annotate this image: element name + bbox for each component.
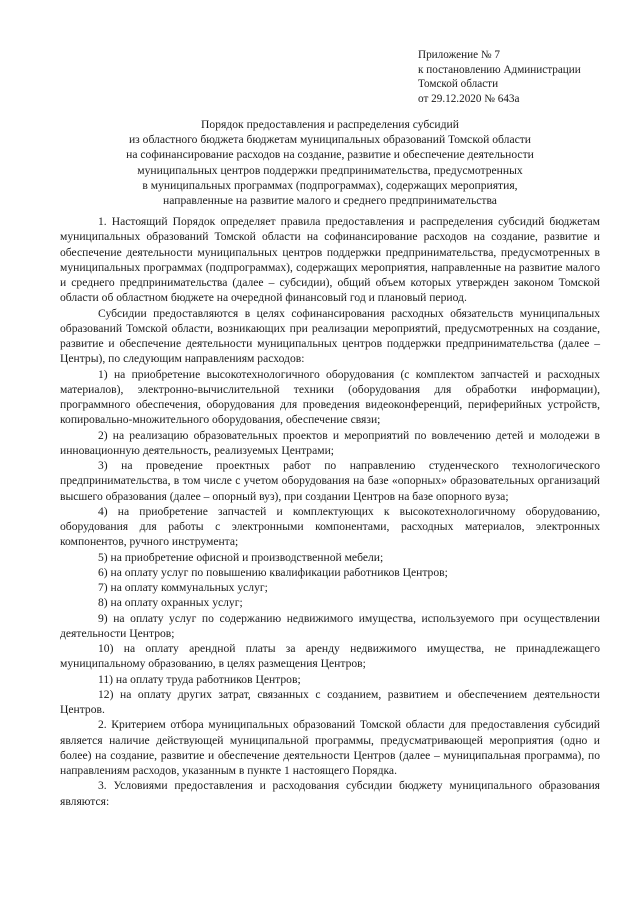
list-item-7: 7) на оплату коммунальных услуг;: [98, 581, 268, 594]
document-body: [60, 214, 600, 809]
paragraph-2: 2. Критерием отбора муниципальных образований Томской области для предоставления субсидий является наличие действующей муниципальной программы, предусматривающей мероприятия (одно и более) на создание, развитие и обеспечение деятельности Центров (далее – муниципальная программа), по направлениям расходов, указанным в пункте 1 настоящего Порядка.: [60, 718, 600, 777]
title-line: на софинансирование расходов на создание, развитие и обеспечение деятельности: [126, 148, 534, 162]
list-item-1: 1) на приобретение высокотехнологичного оборудования (с комплектом запчастей и расходных материалов), электронно-вычислительной техники (оборудования для обработки информации), программного обеспечения, оборудования для проведения видеоконференций, периферийных устройств, копировально-множительного оборудования, обеспечение связи;: [60, 367, 600, 427]
appendix-line: Томской области: [418, 78, 499, 91]
document-title: [60, 117, 600, 208]
list-item-6: 6) на оплату услуг по повышению квалификации работников Центров;: [98, 565, 448, 579]
appendix-line: Приложение № 7: [418, 49, 500, 61]
paragraph-3: 3. Условиями предоставления и расходования субсидии бюджету муниципального образования являются:: [60, 779, 600, 808]
appendix-line: от 29.12.2020 № 643а: [418, 92, 520, 105]
title-line: муниципальных центров поддержки предпринимательства, предусмотренных: [137, 163, 523, 177]
list-item-5: 5) на приобретение офисной и производственной мебели;: [98, 550, 384, 564]
appendix-header: [418, 48, 618, 106]
title-line: в муниципальных программах (подпрограммах), содержащих мероприятия,: [142, 178, 518, 192]
list-item-3: 3) на проведение проектных работ по направлению студенческого технологического предпринимательства, в том числе с учетом оборудования на базе «опорных» образовательных организаций высшего образования (далее – опорный вуз), при создании Центров на базе опорного вуза;: [60, 459, 600, 503]
list-item-4: 4) на приобретение запчастей и комплектующих к высокотехнологичному оборудованию, оборудования для работы с электронными компонентами, расходных материалов, электронных компонентов, ручного инструмента;: [60, 504, 600, 549]
list-item-9: 9) на оплату услуг по содержанию недвижимого имущества, используемого при осуществлении деятельности Центров;: [60, 611, 600, 640]
title-line: Порядок предоставления и распределения субсидий: [201, 118, 459, 131]
list-item-2: 2) на реализацию образовательных проектов и мероприятий по вовлечению детей и молодежи в инновационную деятельность, реализуемых Центрами;: [60, 428, 600, 457]
list-item-10: 10) на оплату арендной платы за аренду недвижимого имущества, не принадлежащего муниципальному образованию, в целях размещения Центров;: [60, 642, 600, 671]
title-line: из областного бюджета бюджетам муниципальных образований Томской области: [128, 133, 532, 147]
paragraph-subsidies-purpose: Субсидии предоставляются в целях софинансирования расходных обязательств муниципальных образований Томской области, возникающих при реализации мероприятий, предусмотренных на создание, развитие и обеспечение деятельности муниципальных центров поддержки предпринимательства (далее – Центры), по следующим направлениям расходов:: [60, 306, 600, 366]
list-item-8: 8) на оплату охранных услуг;: [98, 596, 243, 610]
list-item-12: 12) на оплату других затрат, связанных с созданием, развитием и обеспечением деятельности Центров.: [60, 687, 600, 716]
title-line: направленные на развитие малого и среднего предпринимательства: [163, 194, 497, 208]
paragraph-1: 1. Настоящий Порядок определяет правила предоставления и распределения субсидий бюджетам муниципальных образований Томской области на софинансирование расходов на создание, развитие и обеспечение деятельности муниципальных центров поддержки предпринимательства, предусмотренных в муниципальных программах (подпрограммах), содержащих мероприятия, направленные на развитие малого и среднего предпринимательства (далее – субсидии), общий объем которых утвержден законом Томской области об областном бюджете на очередной финансовый год и плановый период.: [60, 215, 600, 305]
appendix-line: к постановлению Администрации: [418, 63, 581, 76]
list-item-11: 11) на оплату труда работников Центров;: [98, 672, 301, 686]
